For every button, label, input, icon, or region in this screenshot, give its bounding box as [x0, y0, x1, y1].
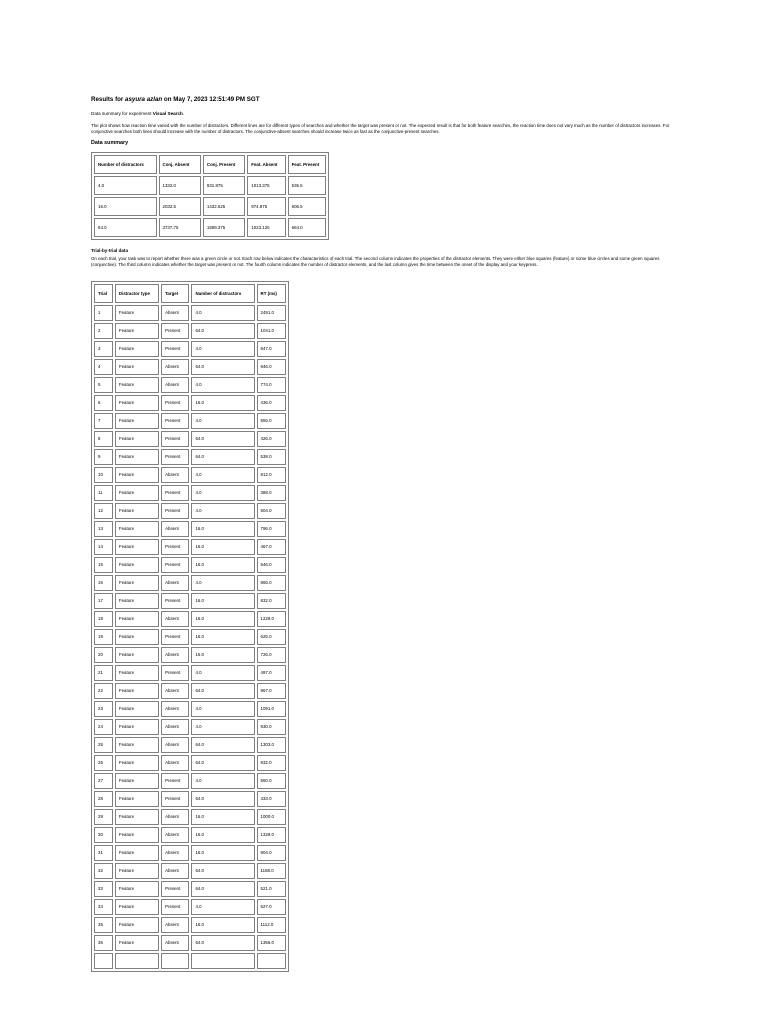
trial-cell: 625.0: [257, 629, 286, 645]
trial-cell: 1091.0: [257, 701, 286, 717]
trial-cell: Absent: [161, 827, 189, 843]
trial-row: [94, 755, 286, 771]
trial-cell: Present: [161, 539, 189, 555]
trial-cell: Feature: [115, 683, 159, 699]
summary-cell: 536.5: [288, 176, 326, 195]
trial-row: [94, 413, 286, 429]
trial-cell: Present: [161, 593, 189, 609]
summary-column-header: Conj. Present: [203, 155, 245, 174]
trial-cell: Absent: [161, 377, 189, 393]
trial-cell: Absent: [161, 701, 189, 717]
trial-cell: 64.0: [191, 683, 254, 699]
trial-cell: 1356.0: [257, 935, 286, 951]
trial-cell: Feature: [115, 755, 159, 771]
trial-header-row: [94, 284, 286, 303]
trial-cell: 64.0: [191, 755, 254, 771]
trial-cell: Feature: [115, 665, 159, 681]
summary-row: [94, 176, 326, 195]
trial-cell: 1041.0: [257, 323, 286, 339]
trial-cell: 14: [94, 539, 113, 555]
trial-cell: 4.0: [191, 341, 254, 357]
trial-cell: Absent: [161, 305, 189, 321]
trial-row: [94, 737, 286, 753]
trial-cell: Feature: [115, 917, 159, 933]
trial-cell: Absent: [161, 611, 189, 627]
trial-row: [94, 593, 286, 609]
trial-cell: Absent: [161, 521, 189, 537]
trial-cell: Feature: [115, 341, 159, 357]
trial-cell: Feature: [115, 377, 159, 393]
trial-cell: Feature: [115, 827, 159, 843]
trial-cell: Absent: [161, 863, 189, 879]
user-name: asyura azlan: [125, 96, 163, 103]
trial-cell: Present: [161, 773, 189, 789]
summary-cell: 2032.5: [159, 197, 201, 216]
trial-cell: 20: [94, 647, 113, 663]
trial-cell: 1188.0: [257, 863, 286, 879]
trial-cell: Feature: [115, 413, 159, 429]
trial-cell: 8: [94, 431, 113, 447]
trial-cell: Feature: [115, 647, 159, 663]
trial-cell: 16.0: [191, 611, 254, 627]
trial-cell: Present: [161, 665, 189, 681]
trial-cell: 1: [94, 305, 113, 321]
trial-row: [94, 395, 286, 411]
trial-cell: 4.0: [191, 719, 254, 735]
trial-body: [94, 305, 286, 969]
trial-cell: Absent: [161, 755, 189, 771]
trial-cell: Feature: [115, 359, 159, 375]
trial-cell: 19: [94, 629, 113, 645]
trial-cell: [257, 953, 286, 969]
trial-cell: Feature: [115, 791, 159, 807]
trial-cell: Present: [161, 395, 189, 411]
trial-cell: 11: [94, 485, 113, 501]
trial-cell: 33: [94, 881, 113, 897]
trial-cell: Absent: [161, 737, 189, 753]
trial-cell: 32: [94, 863, 113, 879]
summary-body: [94, 176, 326, 237]
summary-row: [94, 197, 326, 216]
title-prefix: Results for: [91, 96, 126, 103]
trial-cell: 1328.0: [257, 827, 286, 843]
trial-cell: 726.0: [257, 647, 286, 663]
trial-cell: [94, 953, 113, 969]
trial-cell: Absent: [161, 809, 189, 825]
experiment-line: [91, 111, 691, 117]
trial-cell: 2: [94, 323, 113, 339]
trial-cell: Feature: [115, 503, 159, 519]
trial-cell: Feature: [115, 863, 159, 879]
trial-cell: Present: [161, 881, 189, 897]
trial-row: [94, 485, 286, 501]
trial-cell: Absent: [161, 935, 189, 951]
intro-paragraph: The plot shows how reaction time varied with the number of distractors. Different lines are for different types of searches and whether the target was present or not. The expected result is that for both feature searches, the reaction time does not vary much as the number of distractors increases. For conjunctive searches both lines should increase with the number of distractors. The conjunctive-absent searches should increase twice as fast as the conjunctive-present searches.: [91, 123, 670, 134]
trial-row: [94, 917, 286, 933]
summary-cell: 1432.625: [203, 197, 245, 216]
trial-cell: Absent: [161, 575, 189, 591]
trial-row: [94, 521, 286, 537]
trial-cell: Feature: [115, 431, 159, 447]
trial-cell: 5: [94, 377, 113, 393]
trial-cell: 35: [94, 917, 113, 933]
trial-cell: Feature: [115, 773, 159, 789]
trial-column-header: Distractor type: [115, 284, 159, 303]
trial-row: [94, 323, 286, 339]
trial-row: [94, 809, 286, 825]
trial-cell: 527.0: [257, 899, 286, 915]
trial-cell: Present: [161, 323, 189, 339]
trial-cell: Present: [161, 629, 189, 645]
trial-cell: Absent: [161, 683, 189, 699]
trial-cell: 16.0: [191, 629, 254, 645]
summary-column-header: Conj. Absent: [159, 155, 201, 174]
trial-cell: 4.0: [191, 305, 254, 321]
trial-row: [94, 683, 286, 699]
trial-cell: 22: [94, 683, 113, 699]
trial-cell: Feature: [115, 845, 159, 861]
trial-cell: Feature: [115, 575, 159, 591]
trial-cell: Feature: [115, 935, 159, 951]
trial-cell: Feature: [115, 809, 159, 825]
trial-cell: 16: [94, 575, 113, 591]
trial-cell: Feature: [115, 521, 159, 537]
trial-cell: Absent: [161, 647, 189, 663]
trial-cell: Present: [161, 341, 189, 357]
trial-row: [94, 845, 286, 861]
trial-row: [94, 899, 286, 915]
trial-column-header: Trial: [94, 284, 113, 303]
trial-cell: 15: [94, 557, 113, 573]
trial-cell: 467.0: [257, 539, 286, 555]
trial-cell: 1303.0: [257, 737, 286, 753]
trial-cell: 16.0: [191, 539, 254, 555]
trial-cell: 9: [94, 449, 113, 465]
trial-row: [94, 305, 286, 321]
trial-row: [94, 647, 286, 663]
trial-cell: 388.0: [257, 485, 286, 501]
trial-row: [94, 467, 286, 483]
trial-cell: 21: [94, 665, 113, 681]
summary-row: [94, 218, 326, 237]
trial-row: [94, 935, 286, 951]
trial-cell: Absent: [161, 845, 189, 861]
trial-cell: 27: [94, 773, 113, 789]
trial-cell: 16.0: [191, 827, 254, 843]
trial-cell: 1112.0: [257, 917, 286, 933]
trial-cell: 4.0: [191, 701, 254, 717]
trial-column-header: Target: [161, 284, 189, 303]
trial-row: [94, 827, 286, 843]
trial-cell: 4.0: [191, 377, 254, 393]
summary-cell: 1013.375: [247, 176, 285, 195]
trial-cell: Present: [161, 503, 189, 519]
trial-cell: Feature: [115, 485, 159, 501]
trial-cell: 538.0: [257, 449, 286, 465]
trial-cell: 426.0: [257, 431, 286, 447]
trial-row: [94, 701, 286, 717]
summary-header-row: [94, 155, 326, 174]
summary-cell: 664.0: [288, 218, 326, 237]
trial-cell: 4.0: [191, 773, 254, 789]
trial-cell: 7: [94, 413, 113, 429]
trial-cell: 1000.0: [257, 809, 286, 825]
trial-cell: 16.0: [191, 647, 254, 663]
trial-cell: 16.0: [191, 809, 254, 825]
trial-cell: Feature: [115, 449, 159, 465]
trial-cell: 10: [94, 467, 113, 483]
trial-cell: Feature: [115, 611, 159, 627]
trial-heading: Trial-by-trial data: [91, 248, 129, 253]
summary-column-header: Number of distractors: [94, 155, 157, 174]
summary-table: [91, 152, 329, 240]
trial-cell: 31: [94, 845, 113, 861]
trial-cell: Feature: [115, 305, 159, 321]
trial-cell: 812.0: [257, 467, 286, 483]
trial-row: [94, 881, 286, 897]
trial-cell: 16.0: [191, 593, 254, 609]
trial-cell: 24: [94, 719, 113, 735]
experiment-name: Visual Search: [152, 111, 183, 116]
summary-column-header: Feat. Absent: [247, 155, 285, 174]
trial-cell: 64.0: [191, 881, 254, 897]
trial-cell: 946.0: [257, 359, 286, 375]
trial-row: [94, 539, 286, 555]
trial-cell: 847.0: [257, 341, 286, 357]
trial-cell: 967.0: [257, 683, 286, 699]
page-title: [91, 96, 691, 104]
trial-cell: 932.0: [257, 755, 286, 771]
summary-cell: 974.875: [247, 197, 285, 216]
trial-column-header: Number of distractors: [191, 284, 254, 303]
trial-cell: Feature: [115, 899, 159, 915]
trial-cell: Present: [161, 413, 189, 429]
trial-cell: 64.0: [191, 323, 254, 339]
trial-cell: 1228.0: [257, 611, 286, 627]
trial-cell: 4.0: [191, 503, 254, 519]
trial-cell: Present: [161, 485, 189, 501]
trial-row: [94, 431, 286, 447]
trial-cell: Feature: [115, 557, 159, 573]
trial-cell: [191, 953, 254, 969]
trial-description: On each trial, your task was to report whether there was a green circle or not. Each row below indicates the characteristics of each trial. The second column indicates the properties of the distractor elements. They were either blue squares (feature) or some blue circles and some green squares (conjunctive). The third column indicates whether the target was present or not. The fourth column indicates the number of distractor elements, and the last column gives the time between the onset of the display and your keypress.: [91, 256, 660, 267]
trial-cell: 796.0: [257, 521, 286, 537]
trial-cell: 4.0: [191, 413, 254, 429]
trial-cell: 16.0: [191, 395, 254, 411]
trial-cell: Feature: [115, 323, 159, 339]
trial-cell: 23: [94, 701, 113, 717]
trial-cell: Feature: [115, 539, 159, 555]
title-date: on May 7, 2023 12:51:49 PM SGT: [162, 96, 260, 103]
trial-cell: 16.0: [191, 521, 254, 537]
trial-cell: 4: [94, 359, 113, 375]
trial-row: [94, 557, 286, 573]
summary-cell: 16.0: [94, 197, 157, 216]
trial-cell: 497.0: [257, 665, 286, 681]
trial-row: [94, 503, 286, 519]
trial-cell: 12: [94, 503, 113, 519]
trial-cell: 4.0: [191, 467, 254, 483]
trial-cell: 13: [94, 521, 113, 537]
trial-cell: 904.0: [257, 845, 286, 861]
results-page: [91, 96, 691, 972]
trial-cell: 64.0: [191, 863, 254, 879]
trial-cell: Feature: [115, 467, 159, 483]
trial-cell: 546.0: [257, 557, 286, 573]
trial-cell: 29: [94, 809, 113, 825]
trial-cell: [115, 953, 159, 969]
trial-cell: 865.0: [257, 575, 286, 591]
trial-cell: Feature: [115, 737, 159, 753]
trial-row: [94, 863, 286, 879]
trial-cell: 2491.0: [257, 305, 286, 321]
trial-cell: 521.0: [257, 881, 286, 897]
trial-cell: 436.0: [257, 395, 286, 411]
trial-cell: 34: [94, 899, 113, 915]
trial-cell: Absent: [161, 917, 189, 933]
trial-cell: 30: [94, 827, 113, 843]
trial-row: [94, 575, 286, 591]
trial-cell: Absent: [161, 359, 189, 375]
trial-row: [94, 773, 286, 789]
summary-cell: 1023.125: [247, 218, 285, 237]
trial-row: [94, 719, 286, 735]
summary-cell: 4.0: [94, 176, 157, 195]
trial-cell: Present: [161, 449, 189, 465]
trial-cell: 555.0: [257, 413, 286, 429]
trial-cell: Feature: [115, 593, 159, 609]
trial-row: [94, 665, 286, 681]
trial-cell: 17: [94, 593, 113, 609]
summary-cell: 1599.375: [203, 218, 245, 237]
summary-cell: 606.5: [288, 197, 326, 216]
trial-cell: 64.0: [191, 359, 254, 375]
experiment-suffix: .: [182, 111, 185, 116]
trial-row: [94, 377, 286, 393]
trial-table: [91, 281, 289, 972]
trial-cell: Feature: [115, 701, 159, 717]
trial-cell: 36: [94, 935, 113, 951]
trial-cell: 25: [94, 737, 113, 753]
trial-cell: 26: [94, 755, 113, 771]
trial-cell: 28: [94, 791, 113, 807]
summary-heading: Data summary: [91, 140, 129, 146]
trial-cell: 560.0: [257, 773, 286, 789]
trial-cell: Present: [161, 791, 189, 807]
trial-row: [94, 791, 286, 807]
trial-cell: 774.0: [257, 377, 286, 393]
trial-cell: 504.0: [257, 503, 286, 519]
trial-cell: Feature: [115, 629, 159, 645]
trial-cell: Present: [161, 557, 189, 573]
trial-cell: 16.0: [191, 557, 254, 573]
trial-cell: 4.0: [191, 665, 254, 681]
trial-cell: 64.0: [191, 449, 254, 465]
trial-cell: 930.0: [257, 719, 286, 735]
trial-row: [94, 611, 286, 627]
trial-cell: 16.0: [191, 917, 254, 933]
trial-cell: 64.0: [191, 737, 254, 753]
trial-cell: 4.0: [191, 899, 254, 915]
trial-cell: Feature: [115, 395, 159, 411]
trial-row: [94, 359, 286, 375]
summary-cell: 931.875: [203, 176, 245, 195]
summary-cell: 64.0: [94, 218, 157, 237]
trial-column-header: RT (ms): [257, 284, 286, 303]
trial-cell: 18: [94, 611, 113, 627]
trial-cell: 4.0: [191, 575, 254, 591]
trial-cell: 64.0: [191, 431, 254, 447]
trial-cell: 3: [94, 341, 113, 357]
trial-cell: 832.0: [257, 593, 286, 609]
trial-cell: 64.0: [191, 935, 254, 951]
trial-cell: 4.0: [191, 485, 254, 501]
experiment-prefix: Data summary for experiment: [91, 111, 153, 116]
trial-cell: 64.0: [191, 791, 254, 807]
trial-cell: Feature: [115, 719, 159, 735]
trial-row: [94, 953, 286, 969]
trial-row: [94, 629, 286, 645]
trial-cell: 16.0: [191, 845, 254, 861]
trial-cell: 433.0: [257, 791, 286, 807]
trial-cell: Present: [161, 899, 189, 915]
trial-cell: Present: [161, 431, 189, 447]
trial-cell: Absent: [161, 719, 189, 735]
trial-row: [94, 449, 286, 465]
trial-cell: 6: [94, 395, 113, 411]
summary-column-header: Feat. Present: [288, 155, 326, 174]
summary-cell: 3737.75: [159, 218, 201, 237]
trial-cell: Feature: [115, 881, 159, 897]
trial-cell: Absent: [161, 467, 189, 483]
trial-row: [94, 341, 286, 357]
summary-cell: 1332.0: [159, 176, 201, 195]
trial-cell: [161, 953, 189, 969]
